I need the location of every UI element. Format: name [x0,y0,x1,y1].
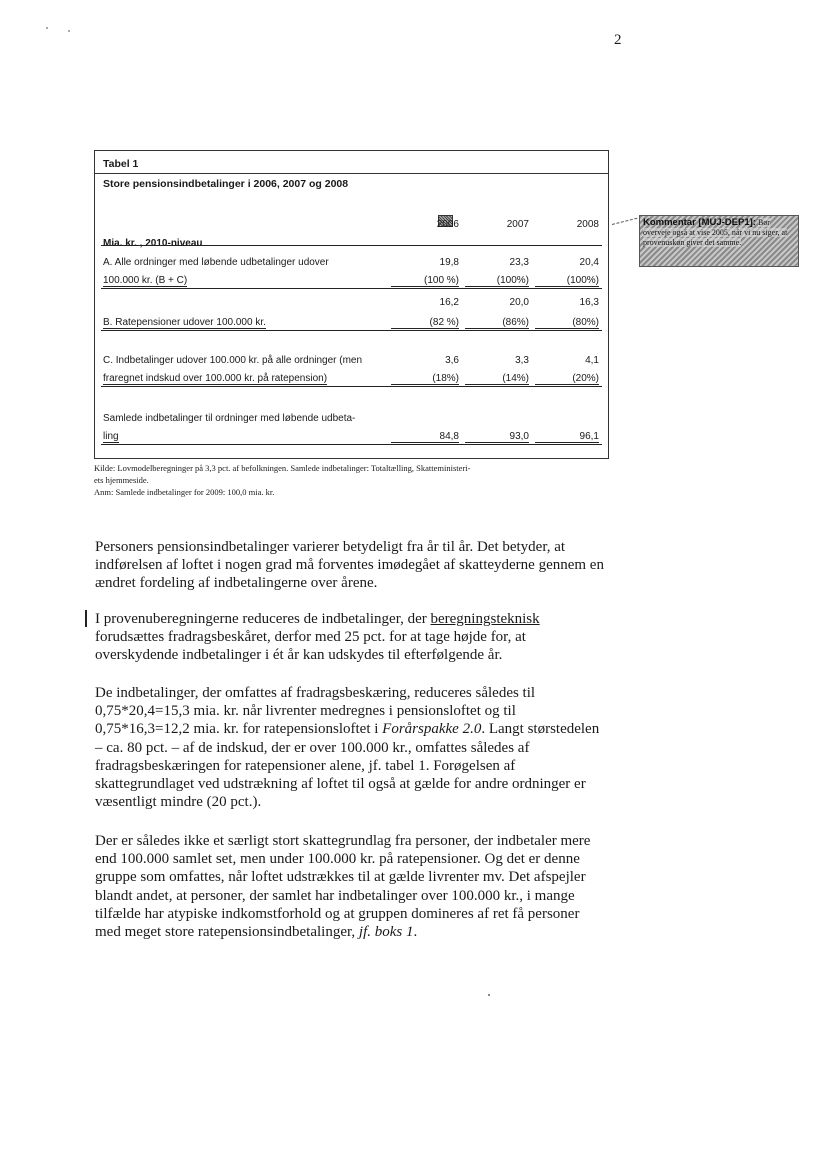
table-cell: (14%) [465,373,529,385]
table-cell: 3,3 [515,355,529,366]
table-cell: 20,4 [579,257,599,268]
row-label: Samlede indbetalinger til ordninger med løbende udbeta- [103,413,356,424]
italic-reference: jf. boks 1 [355,924,414,941]
divider [101,245,602,246]
scan-speck [68,30,70,32]
table-cell: (100%) [465,275,529,287]
divider [95,173,608,174]
paragraph-text: De indbetalinger, der omfattes af fradragsbeskæring, reduceres således til 0,75*20,4=15,3 mia. kr. når livrenter medregnes i pensionsloftet og til 0,75*16,3=12,2 mia. kr. for ratepensionsloftet i [95,685,536,738]
table-cell: 16,2 [439,297,459,308]
table-cell: 93,0 [465,431,529,443]
paragraph [95,832,605,941]
row-label: B. Ratepensioner udover 100.000 kr. [103,317,266,328]
scan-speck [46,27,48,29]
unit-label: Mia. kr. , 2010-niveau [103,238,203,249]
table-cell: 23,3 [509,257,529,268]
paragraph-text: . Langt størstedelen – ca. 80 pct. – af de indskud, der er over 100.000 kr., omfattes således af fradragsbeskæringen for ratepensioner alene, jf. tabel 1. Forøgelsen af skattegrundlaget ved udstrækning af loftet til også at gælde for andre ordninger er væsentligt mindre (20 pct.). [95,721,600,811]
divider [101,386,602,387]
divider [101,288,602,289]
paragraph-text: I provenuberegningerne reduceres de indbetalinger, der [95,611,431,627]
table-cell: 4,1 [585,355,599,366]
row-label: A. Alle ordninger med løbende udbetalinger udover [103,257,329,268]
scan-speck [488,994,490,996]
tracked-change-text: beregningsteknisk [430,611,540,627]
table-cell: (100 %) [391,275,459,287]
paragraph [95,538,605,593]
change-bar [85,610,87,627]
divider [101,444,602,445]
table-cell: (100%) [535,275,599,287]
table-cell: (82 %) [391,317,459,329]
row-label: 100.000 kr. (B + C) [103,275,188,286]
paragraph [95,610,605,665]
table-cell: 3,6 [445,355,459,366]
paragraph-text: . [413,924,418,941]
table-cell: 19,8 [439,257,459,268]
source-note: Kilde: Lovmodelberegninger på 3,3 pct. af befolkningen. Samlede indbetalinger: Totaltælling, Skatteministeri- [94,463,471,473]
row-label: fraregnet indskud over 100.000 kr. på ratepension) [103,373,328,384]
table-title: Store pensionsindbetalinger i 2006, 2007 og 2008 [103,178,349,190]
col-header: 2007 [506,219,529,230]
page-number: 2 [614,32,622,48]
table-notes [94,462,470,498]
comment-label: Kommentar [MUJ-DEP1]: [643,217,756,228]
paragraph-text: Personers pensionsindbetalinger varierer betydeligt fra år til år. Det betyder, at indførelsen af loftet i nogen grad må forventes imødegået af skatteyderne gennem en ændret fordeling af indbetalingerne over årene. [95,539,604,592]
paragraph-text: Der er således ikke et særligt stort skattegrundlag fra personer, der indbetaler mere end 100.000 samlet set, men under 100.000 kr. på ratepensioner. Og det er denne gruppe som omfattes, når loftet udstrækkes til at gælde livrenter mv. Det afspejler blandt andet, at personer, der samlet har indbetalinger over 100.000 kr., i mange tilfælde har atypiske indkomstforhold og at gruppen domineres af ret få personer med meget store ratepensionsindbetalinger, [95,833,591,941]
table-cell: 96,1 [535,431,599,443]
divider [101,330,602,331]
anm-note: Anm: Samlede indbetalinger for 2009: 100,0 mia. kr. [94,487,275,497]
comment-connector [612,218,637,225]
table-cell: (18%) [391,373,459,385]
row-label: ling [103,431,119,442]
italic-reference: Forårspakke 2.0 [382,721,482,738]
table-cell: 16,3 [579,297,599,308]
table-cell: 20,0 [509,297,529,308]
table-cell: (20%) [535,373,599,385]
table-cell: (86%) [465,317,529,329]
comment-bubble[interactable] [639,215,799,267]
col-header: 2008 [576,219,599,230]
table-cell: (80%) [535,317,599,329]
table-caption: Tabel 1 [103,158,139,170]
comment-text: Bør overveje også at vise 2005, når vi nu siger, at provenuskøn giver det samme. [643,218,788,247]
row-label: C. Indbetalinger udover 100.000 kr. på alle ordninger (men [103,355,363,366]
table-1 [94,150,609,459]
source-note: ets hjemmeside. [94,475,149,485]
col-header: 2006 [436,219,459,230]
paragraph [95,684,605,811]
table-cell: 84,8 [391,431,459,443]
paragraph-text: forudsættes fradragsbeskåret, derfor med 25 pct. for at tage højde for, at overskydende indbetalinger i ét år kan udskydes til efterfølgende år. [95,629,526,664]
